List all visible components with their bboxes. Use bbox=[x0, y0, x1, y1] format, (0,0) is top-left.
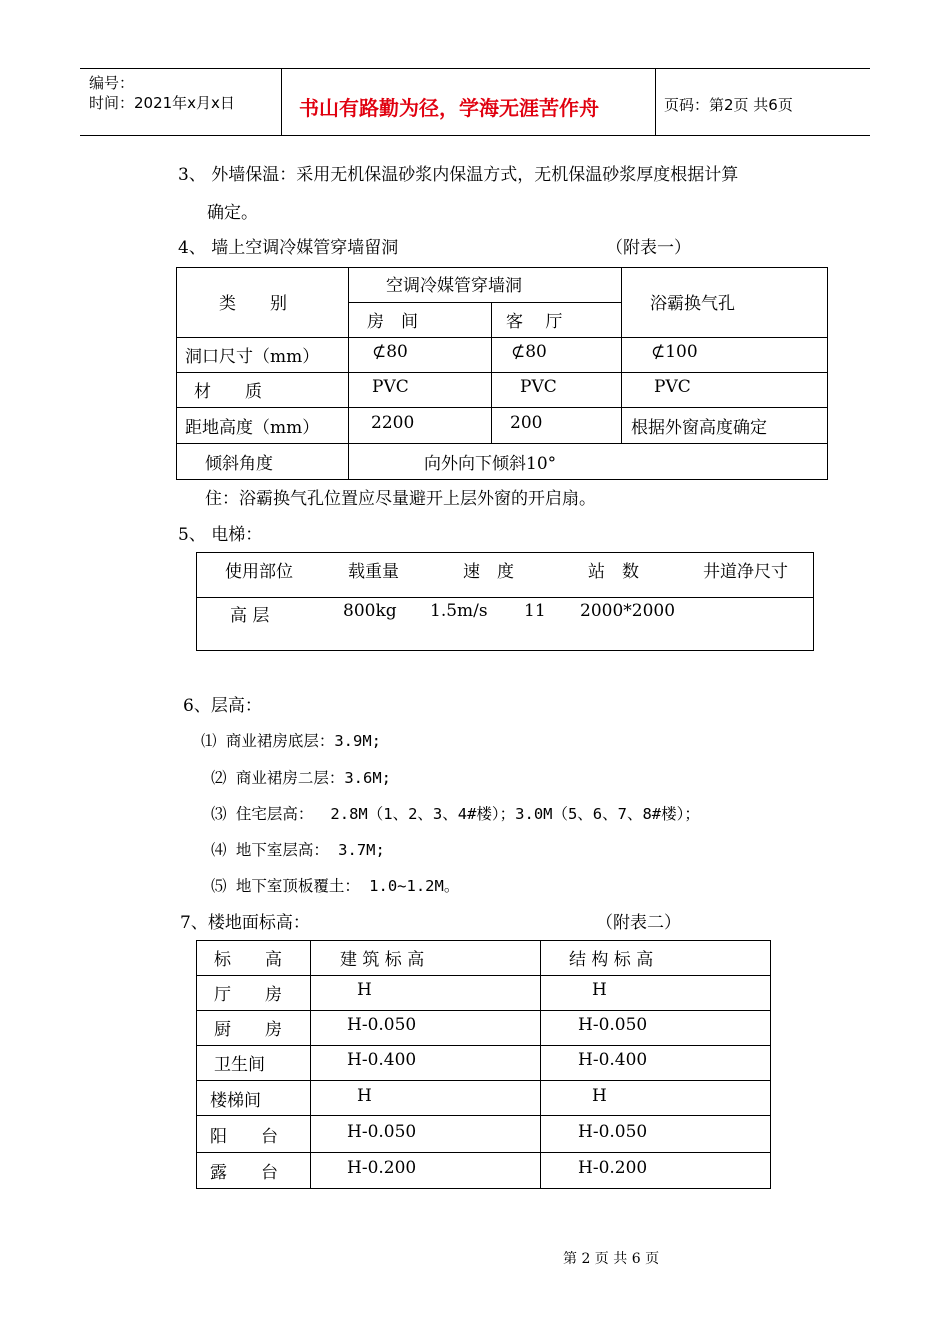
header-divider bbox=[655, 68, 656, 136]
table-3-header: 建 筑 标 高 bbox=[340, 950, 425, 970]
item-3-text-cont: 确定。 bbox=[207, 203, 258, 223]
doc-time-label: 时间：2021年x月x日 bbox=[89, 94, 235, 112]
item-6-title: 6、层高： bbox=[183, 696, 262, 716]
table-2-header: 井道净尺寸 bbox=[703, 562, 788, 582]
doc-number-label: 编号： bbox=[89, 74, 135, 92]
table-3-cell: H-0.050 bbox=[578, 1122, 648, 1142]
floor-height-item: ⑸ 地下室顶板覆土： 1.0~1.2M。 bbox=[211, 877, 460, 895]
table-1-cell: 距地高度（mm） bbox=[185, 418, 320, 438]
table-1-cell: ⊄80 bbox=[372, 342, 408, 362]
table-3-cell: H bbox=[357, 980, 372, 1000]
table-2-header: 使用部位 bbox=[225, 562, 293, 582]
floor-height-item: ⑵ 商业裙房二层：3.6M; bbox=[211, 769, 391, 787]
table-3-cell: 厅 房 bbox=[214, 985, 282, 1005]
table-3-header: 结 构 标 高 bbox=[569, 950, 654, 970]
table-1-cell: PVC bbox=[372, 377, 409, 397]
table-1-cell: 2200 bbox=[371, 413, 415, 433]
table-1-header-group: 空调冷媒管穿墙洞 bbox=[386, 276, 522, 296]
table-3-header: 标 高 bbox=[214, 950, 282, 970]
table-2-cell: 高 层 bbox=[230, 606, 270, 626]
floor-height-item: ⑷ 地下室层高： 3.7M; bbox=[211, 841, 385, 859]
item-7-title: 7、楼地面标高： bbox=[180, 913, 310, 933]
table-1-footnote: 住：浴霸换气孔位置应尽量避开上层外窗的开启扇。 bbox=[205, 489, 596, 509]
floor-height-item: ⑶ 住宅层高： 2.8M（1、2、3、4#楼）；3.0M（5、6、7、8#楼）； bbox=[211, 805, 700, 823]
table-2-header: 速 度 bbox=[463, 562, 514, 582]
header-page-info: 页码：第2页 共6页 bbox=[664, 96, 793, 114]
table-3-cell: H bbox=[357, 1086, 372, 1106]
table-1-cell: PVC bbox=[654, 377, 691, 397]
item-4-title: 4、 墙上空调冷媒管穿墙留洞 bbox=[178, 238, 399, 258]
table-1-cell: 洞口尺寸（mm） bbox=[185, 347, 320, 367]
table-3-cell: H-0.050 bbox=[347, 1122, 417, 1142]
table-1-header-bath: 浴霸换气孔 bbox=[650, 294, 735, 314]
table-3-cell: H-0.050 bbox=[347, 1015, 417, 1035]
table-3-cell: 露 台 bbox=[210, 1163, 278, 1183]
table-1-cell: PVC bbox=[520, 377, 557, 397]
table-3-cell: 楼梯间 bbox=[210, 1091, 261, 1111]
table-2-cell: 2000*2000 bbox=[580, 601, 676, 621]
table-1-header-room: 房 间 bbox=[367, 312, 418, 332]
table-1-cell: 根据外窗高度确定 bbox=[631, 418, 767, 438]
table-1-cell: 200 bbox=[510, 413, 543, 433]
table-2-cell: 1.5m/s bbox=[430, 601, 488, 621]
table-3-cell: H-0.400 bbox=[578, 1050, 648, 1070]
table-3-cell: 卫生间 bbox=[214, 1055, 265, 1075]
table-2-header: 站 数 bbox=[588, 562, 639, 582]
table-3-cell: H-0.400 bbox=[347, 1050, 417, 1070]
page-footer: 第 2 页 共 6 页 bbox=[563, 1251, 660, 1267]
item-5-title: 5、 电梯： bbox=[178, 525, 263, 545]
table-1-header-living: 客 厅 bbox=[506, 312, 563, 332]
table-3-cell: H-0.200 bbox=[347, 1158, 417, 1178]
table-1-cell: 向外向下倾斜10° bbox=[424, 454, 557, 474]
table-3-cell: H bbox=[592, 1086, 607, 1106]
table-1-cell: ⊄100 bbox=[651, 342, 698, 362]
header-bottom-rule bbox=[80, 135, 870, 136]
table-2-cell: 11 bbox=[524, 601, 546, 621]
table-2-cell: 800kg bbox=[343, 601, 397, 621]
table-3-cell: H-0.050 bbox=[578, 1015, 648, 1035]
table-2-header: 载重量 bbox=[348, 562, 399, 582]
table-3-cell: H-0.200 bbox=[578, 1158, 648, 1178]
table-1-cell: 材 质 bbox=[194, 382, 262, 402]
item-3-text: 3、 外墙保温：采用无机保温砂浆内保温方式，无机保温砂浆厚度根据计算 bbox=[178, 165, 739, 185]
table-1-caption: （附表一） bbox=[606, 238, 691, 258]
table-1-cell: ⊄80 bbox=[511, 342, 547, 362]
header-divider bbox=[281, 68, 282, 136]
floor-height-item: ⑴ 商业裙房底层：3.9M; bbox=[201, 732, 381, 750]
header-motto: 书山有路勤为径，学海无涯苦作舟 bbox=[299, 96, 599, 120]
table-3-cell: 阳 台 bbox=[210, 1127, 278, 1147]
header-top-rule bbox=[80, 68, 870, 69]
table-3-caption: （附表二） bbox=[596, 913, 681, 933]
table-3-cell: 厨 房 bbox=[214, 1020, 282, 1040]
table-1-header-category: 类 别 bbox=[219, 294, 287, 314]
table-3-cell: H bbox=[592, 980, 607, 1000]
table-1-cell: 倾斜角度 bbox=[205, 454, 273, 474]
